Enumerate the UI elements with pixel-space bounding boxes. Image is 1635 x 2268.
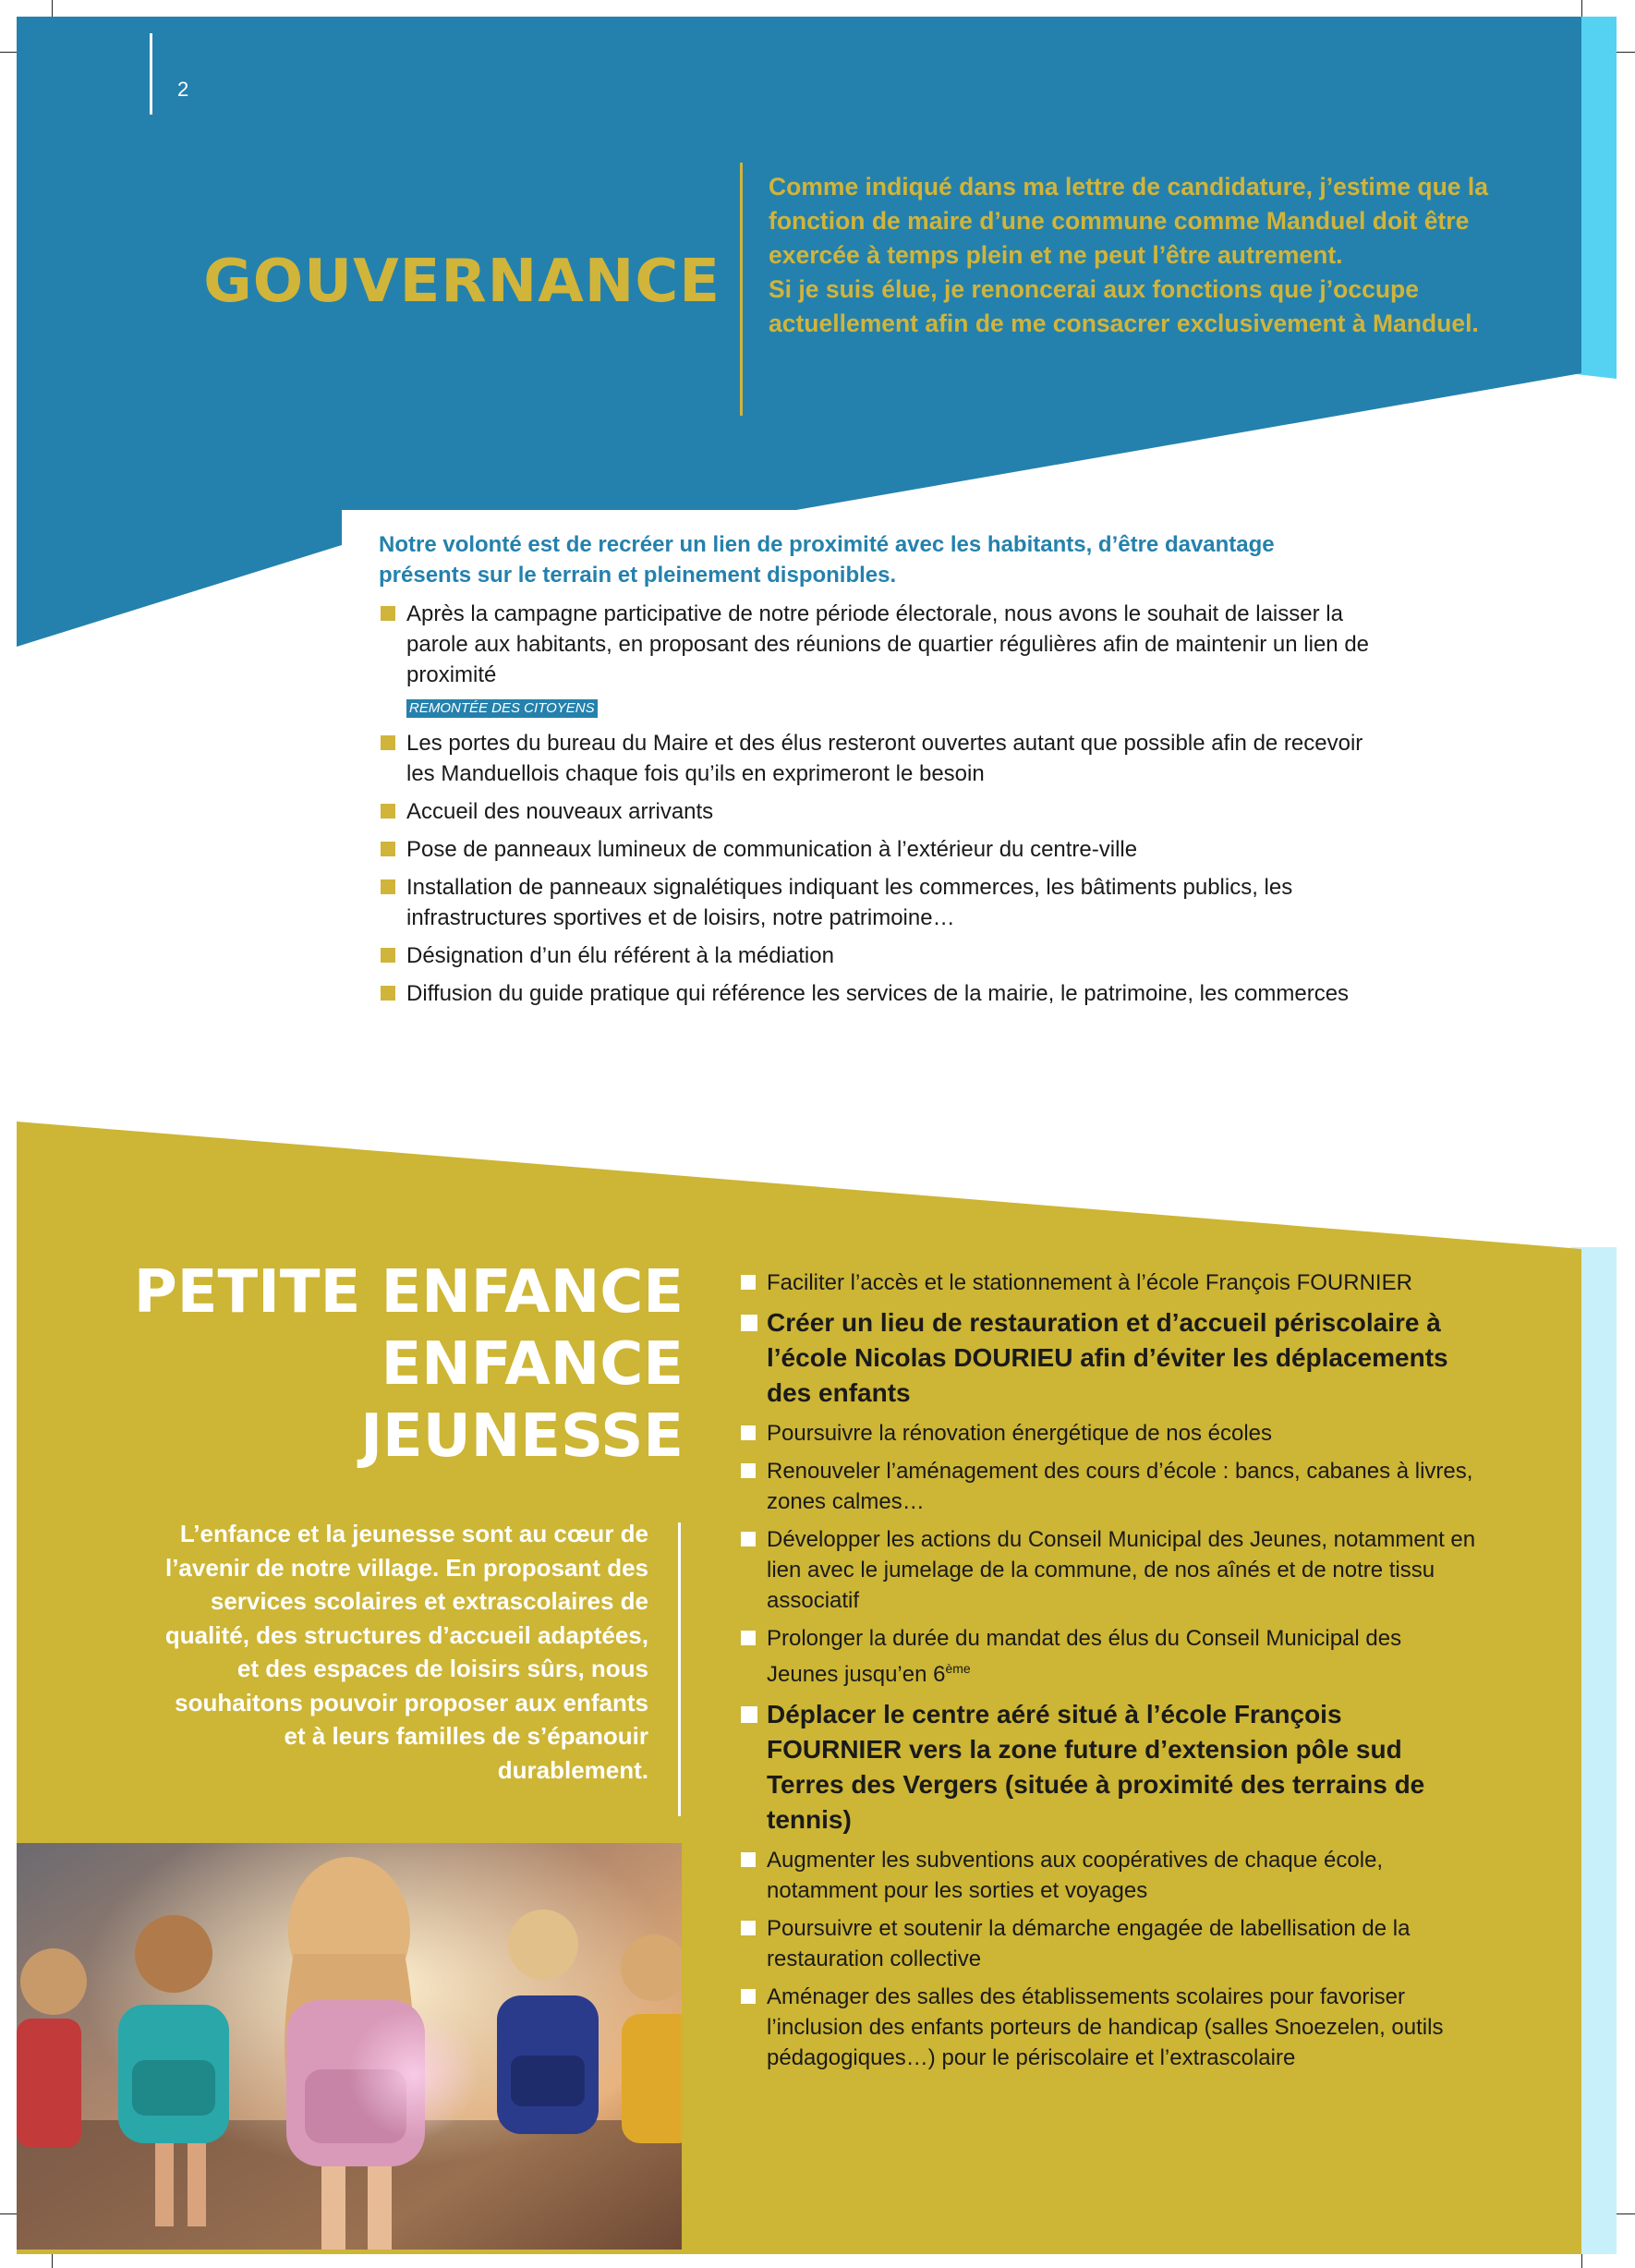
list-item-text: Aménager des salles des établissements scolaires pour favoriser l’inclusion des enfants porteurs de handicap (salles Snoezelen, outils pédagogiques…) pour le périscolaire et l’extrascolaire	[767, 1984, 1444, 2070]
square-bullet-icon	[381, 842, 395, 856]
list-item-highlight	[739, 1305, 1478, 1411]
list-item	[379, 728, 1376, 789]
gouvernance-quote	[769, 170, 1508, 341]
list-item	[739, 1623, 1478, 1690]
enfance-title-line: PETITE ENFANCE	[133, 1258, 684, 1327]
square-bullet-icon	[741, 1425, 756, 1440]
list-item-text: Après la campagne participative de notre période électorale, nous avons le souhait de laisser la parole aux habitants, en proposant des réunions de quartier régulières afin de maintenir un lien de proximité	[406, 601, 1370, 687]
square-bullet-icon	[381, 606, 395, 621]
list-item-text: Accueil des nouveaux arrivants	[406, 799, 714, 824]
list-item-text: Les portes du bureau du Maire et des élus resteront ouvertes autant que possible afin de recevoir les Manduellois chaque fois qu’ils en exprimeront le besoin	[406, 731, 1363, 786]
square-bullet-icon	[741, 1921, 756, 1935]
list-item-text: Créer un lieu de restauration et d’accueil périscolaire à l’école Nicolas DOURIEU afin d’éviter les déplacements des enfants	[767, 1308, 1448, 1407]
square-bullet-icon	[741, 1315, 757, 1331]
square-bullet-icon	[741, 1852, 756, 1867]
square-bullet-icon	[741, 1989, 756, 2004]
gouvernance-intro: Notre volonté est de recréer un lien de proximité avec les habitants, d’être davantage présents sur le terrain et pleinement disponibles.	[379, 532, 1275, 588]
square-bullet-icon	[381, 986, 395, 1001]
list-item-text: Poursuivre la rénovation énergétique de nos écoles	[767, 1421, 1273, 1446]
list-item-text: Faciliter l’accès et le stationnement à l’école François FOURNIER	[767, 1270, 1412, 1295]
superscript-ordinal: ème	[945, 1661, 971, 1676]
list-item-text: Renouveler l’aménagement des cours d’école : bancs, cabanes à livres, zones calmes…	[767, 1459, 1473, 1514]
list-item	[379, 834, 1376, 865]
square-bullet-icon	[741, 1706, 757, 1723]
square-bullet-icon	[741, 1631, 756, 1645]
list-item	[379, 599, 1376, 721]
square-bullet-icon	[741, 1275, 756, 1290]
list-item-text: Diffusion du guide pratique qui référence les services de la mairie, le patrimoine, les commerces	[406, 981, 1350, 1006]
list-item	[739, 1913, 1478, 1974]
page-number-rule	[150, 33, 152, 115]
list-item-text: Augmenter les subventions aux coopératives de chaque école, notamment pour les sorties et voyages	[767, 1848, 1384, 1903]
list-item-text: Poursuivre et soutenir la démarche engagée de labellisation de la restauration collective	[767, 1916, 1411, 1971]
list-item	[739, 1845, 1478, 1906]
list-item	[379, 796, 1376, 827]
page-number: 2	[177, 78, 189, 101]
list-item-text: Installation de panneaux signalétiques indiquant les commerces, les bâtiments publics, les infrastructures sportives et de loisirs, notre patrimoine…	[406, 875, 1293, 930]
list-item-text: Pose de panneaux lumineux de communication à l’extérieur du centre-ville	[406, 837, 1138, 862]
list-item	[739, 1524, 1478, 1616]
list-item-highlight	[739, 1697, 1478, 1837]
list-item-text: Déplacer le centre aéré situé à l’école François FOURNIER vers la zone future d’extension pôle sud Terres des Vergers (située à proximité des terrains de tennis)	[767, 1700, 1425, 1834]
list-item	[739, 1456, 1478, 1517]
enfance-quote-rule	[678, 1522, 681, 1816]
list-item	[379, 978, 1376, 1009]
list-item-text: Désignation d’un élu référent à la médiation	[406, 943, 834, 968]
citizen-feedback-tag: REMONTÉE DES CITOYENS	[406, 699, 598, 718]
children-backpacks-photo	[17, 1843, 682, 2250]
gouvernance-quote-rule	[740, 163, 743, 416]
cyan-band-top	[1576, 17, 1617, 379]
square-bullet-icon	[741, 1532, 756, 1546]
square-bullet-icon	[381, 804, 395, 819]
list-item	[379, 872, 1376, 933]
square-bullet-icon	[381, 948, 395, 963]
enfance-title-line: JEUNESSE	[360, 1402, 684, 1471]
list-item	[739, 1418, 1478, 1449]
list-item-text: Prolonger la durée du mandat des élus du Conseil Municipal des Jeunes jusqu’en 6	[767, 1626, 1402, 1687]
gouvernance-title: GOUVERNANCE	[203, 248, 721, 316]
enfance-title	[120, 1256, 684, 1473]
square-bullet-icon	[381, 735, 395, 750]
enfance-list	[739, 1267, 1478, 2080]
gouvernance-quote-paragraph: Si je suis élue, je renoncerai aux fonctions que j’occupe actuellement afin de me consacrer exclusivement à Manduel.	[769, 275, 1479, 337]
enfance-quote: L’enfance et la jeunesse sont au cœur de l’avenir de notre village. En proposant des services scolaires et extrascolaires de qualité, des structures d’accueil adaptées, et des espaces de loisirs sûrs, nous souhaitons pouvoir proposer aux enfants et à leurs familles de s’épanouir durablement.	[164, 1520, 648, 1784]
enfance-title-line: ENFANCE	[381, 1330, 684, 1399]
list-item	[379, 940, 1376, 971]
list-item	[739, 1267, 1478, 1298]
square-bullet-icon	[741, 1463, 756, 1478]
gouvernance-quote-paragraph: Comme indiqué dans ma lettre de candidature, j’estime que la fonction de maire d’une commune comme Manduel doit être exercée à temps plein et ne peut l’être autrement.	[769, 173, 1489, 269]
list-item-text: Développer les actions du Conseil Municipal des Jeunes, notamment en lien avec le jumelage de la commune, de nos aînés et de notre tissu associatif	[767, 1527, 1476, 1613]
gouvernance-list	[379, 599, 1376, 1016]
square-bullet-icon	[381, 879, 395, 894]
list-item	[739, 1982, 1478, 2073]
